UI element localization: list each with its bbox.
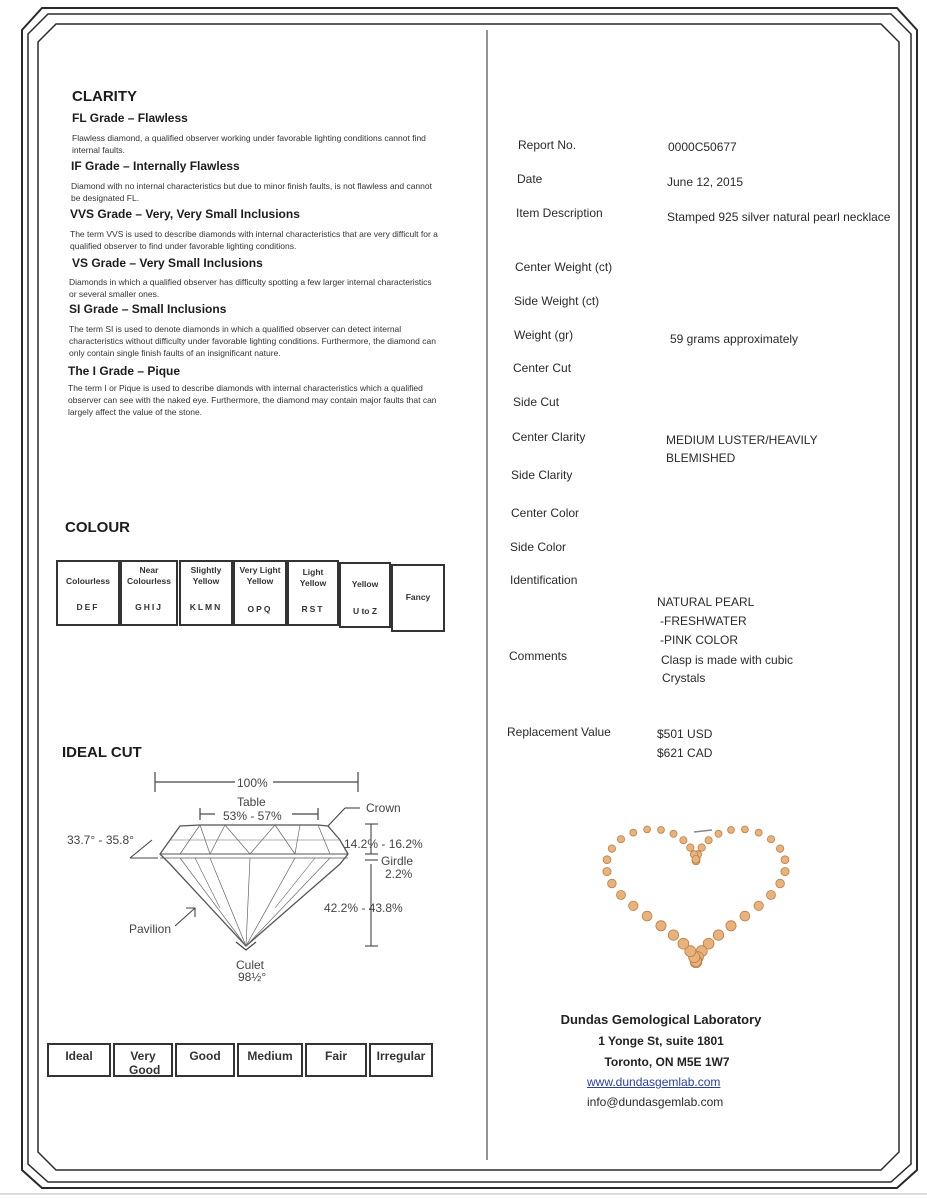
colour-heading: COLOUR [65,519,130,536]
grade-desc-fl: Flawless diamond, a qualified observer working under favorable lighting conditions cannot find internal faults. [72,133,426,155]
pearl [767,836,774,843]
colour-grades: RST [301,604,325,614]
colour-grades: U to Z [352,606,378,616]
label-center-weight: Center Weight (ct) [515,260,613,274]
girdle-value: 2.2% [385,867,413,881]
grade-title-fl: FL Grade – Flawless [72,111,188,125]
girdle-label: Girdle [381,854,414,868]
replacement-usd: $501 USD [657,727,713,741]
crown-angle: 33.7° - 35.8° [67,833,134,847]
pearl [603,868,611,876]
value-report-no: 0000C50677 [668,140,737,154]
pearl [642,911,652,921]
table-range: 53% - 57% [223,809,282,823]
lab-email: info@dundasgemlab.com [587,1095,724,1109]
pearl [726,921,736,931]
pearl [755,829,762,836]
value-item-description: Stamped 925 silver natural pearl necklace [667,210,891,224]
culet-label: Culet [236,958,265,972]
pearl [603,856,611,864]
pearl [630,829,637,836]
colour-name: Very Light Yellow [239,565,281,586]
label-center-color: Center Color [511,506,580,520]
colour-grades: OPQ [247,604,273,614]
colour-box-near-colourless [120,560,178,626]
colour-box-slightly-yellow [179,560,233,626]
pearl [608,845,615,852]
colour-grades: DEF [76,602,100,612]
crown-height: 14.2% - 16.2% [344,837,423,851]
colour-box-light-yellow [287,560,339,626]
grade-desc-i: The term I or Pique is used to describe diamonds with internal characteristics which a qualified observer can see with the naked eye. Furthermore, the diamond may contain major faults that can largely affect the value of the stone. [68,383,437,417]
comments-line3: -PINK COLOR [660,633,739,647]
comments-line5: Crystals [662,671,706,685]
cut-grade-good: Good [175,1043,235,1077]
label-side-color: Side Color [510,540,567,554]
comments-line1: NATURAL PEARL [657,595,755,609]
colour-name: Slightly Yellow [190,565,222,586]
pearl [705,837,712,844]
label-side-cut: Side Cut [513,395,560,409]
label-center-cut: Center Cut [513,361,572,375]
grade-desc-if: Diamond with no internal characteristics but due to minor finish faults, is not flawless and cannot be designated FL. [71,181,432,203]
clarity-heading: CLARITY [72,88,137,105]
label-weight-gr: Weight (gr) [514,328,574,342]
pearl [754,901,763,910]
label-side-weight: Side Weight (ct) [514,294,600,308]
pearl [740,911,750,921]
colour-name: Fancy [405,592,431,602]
culet-value: 98½° [238,970,267,984]
pearl [617,836,624,843]
pearl [776,879,785,888]
label-replacement-value: Replacement Value [507,725,611,739]
pearl [617,891,626,900]
crown-label: Crown [366,801,401,815]
cut-grade-irregular: Irregular [369,1043,433,1077]
colour-box-yellow [339,562,391,628]
pearl [644,826,651,833]
value-weight-gr: 59 grams approximately [670,332,799,346]
grade-title-i: The I Grade – Pique [68,364,181,378]
grade-title-if: IF Grade – Internally Flawless [71,159,240,173]
grade-desc-vvs: The term VVS is used to describe diamonds with internal characteristics that are very difficult for a qualified observer to find under favorable lighting conditions. [70,229,438,251]
colour-name: Near Colourless [127,565,171,586]
pearl [608,879,617,888]
comments-line2: -FRESHWATER [660,614,747,628]
lab-address-line2: Toronto, ON M5E 1W7 [604,1055,730,1069]
value-date: June 12, 2015 [667,175,744,189]
label-identification: Identification [510,573,578,587]
colour-name: Colourless [66,576,110,586]
label-comments: Comments [509,649,568,663]
table-label: Table [237,795,266,809]
cut-grade-medium: Medium [237,1043,303,1077]
pearl-necklace-image [596,818,796,968]
replacement-cad: $621 CAD [657,746,713,760]
colour-box-colourless [56,560,120,626]
pearl [767,891,776,900]
pearl [678,938,689,949]
grade-desc-si: The term SI is used to denote diamonds in which a qualified observer can detect internal characteristics without difficulty under favorable lighting conditions. Furthermore, the diamond can only contain single finish faults of an insignificant nature. [69,324,436,358]
colour-grades: KLMN [189,602,223,612]
pavilion-depth: 42.2% - 43.8% [324,901,403,915]
colour-box-very-light-yellow [233,560,287,626]
pearl [776,845,783,852]
comments-line4: Clasp is made with cubic [661,653,794,667]
lab-website-link[interactable]: www.dundasgemlab.com [587,1075,721,1089]
pavilion-label: Pavilion [129,922,172,936]
label-center-clarity: Center Clarity [512,430,586,444]
pearl [656,921,666,931]
width-label: 100% [237,776,268,790]
pearl [781,868,789,876]
cut-grade-ideal: Ideal [47,1043,111,1077]
lab-address-line1: 1 Yonge St, suite 1801 [598,1034,724,1048]
value-center-clarity-line2: BLEMISHED [666,451,736,465]
pearl [670,830,677,837]
label-item-description: Item Description [516,206,603,220]
pearl [713,930,723,940]
pearl [781,856,789,864]
colour-name: Yellow [351,579,379,589]
label-date: Date [517,172,543,186]
colour-name: Light Yellow [299,567,327,588]
colour-grades: GHIJ [135,602,163,612]
pearl [728,827,735,834]
pearl [687,844,694,851]
cut-grade-very-good: Very Good [113,1043,173,1077]
grade-title-vs: VS Grade – Very Small Inclusions [72,256,263,270]
ideal-cut-heading: IDEAL CUT [62,744,142,761]
label-side-clarity: Side Clarity [511,468,573,482]
label-report-no: Report No. [518,138,577,152]
pearl [698,844,705,851]
pearl [668,930,678,940]
pearl [629,901,638,910]
lab-name: Dundas Gemological Laboratory [560,1012,762,1027]
pearl [680,837,687,844]
value-center-clarity-line1: MEDIUM LUSTER/HEAVILY [666,433,818,447]
pearl [658,827,665,834]
grade-desc-vs: Diamonds in which a qualified observer has difficulty spotting a few larger internal characteristics or several smaller ones. [69,277,432,299]
pearl [715,830,722,837]
grade-title-si: SI Grade – Small Inclusions [69,302,227,316]
cut-grade-fair: Fair [305,1043,367,1077]
colour-box-fancy [391,564,445,632]
grade-title-vvs: VVS Grade – Very, Very Small Inclusions [70,207,300,221]
pearl [742,826,749,833]
pearl [692,855,700,863]
